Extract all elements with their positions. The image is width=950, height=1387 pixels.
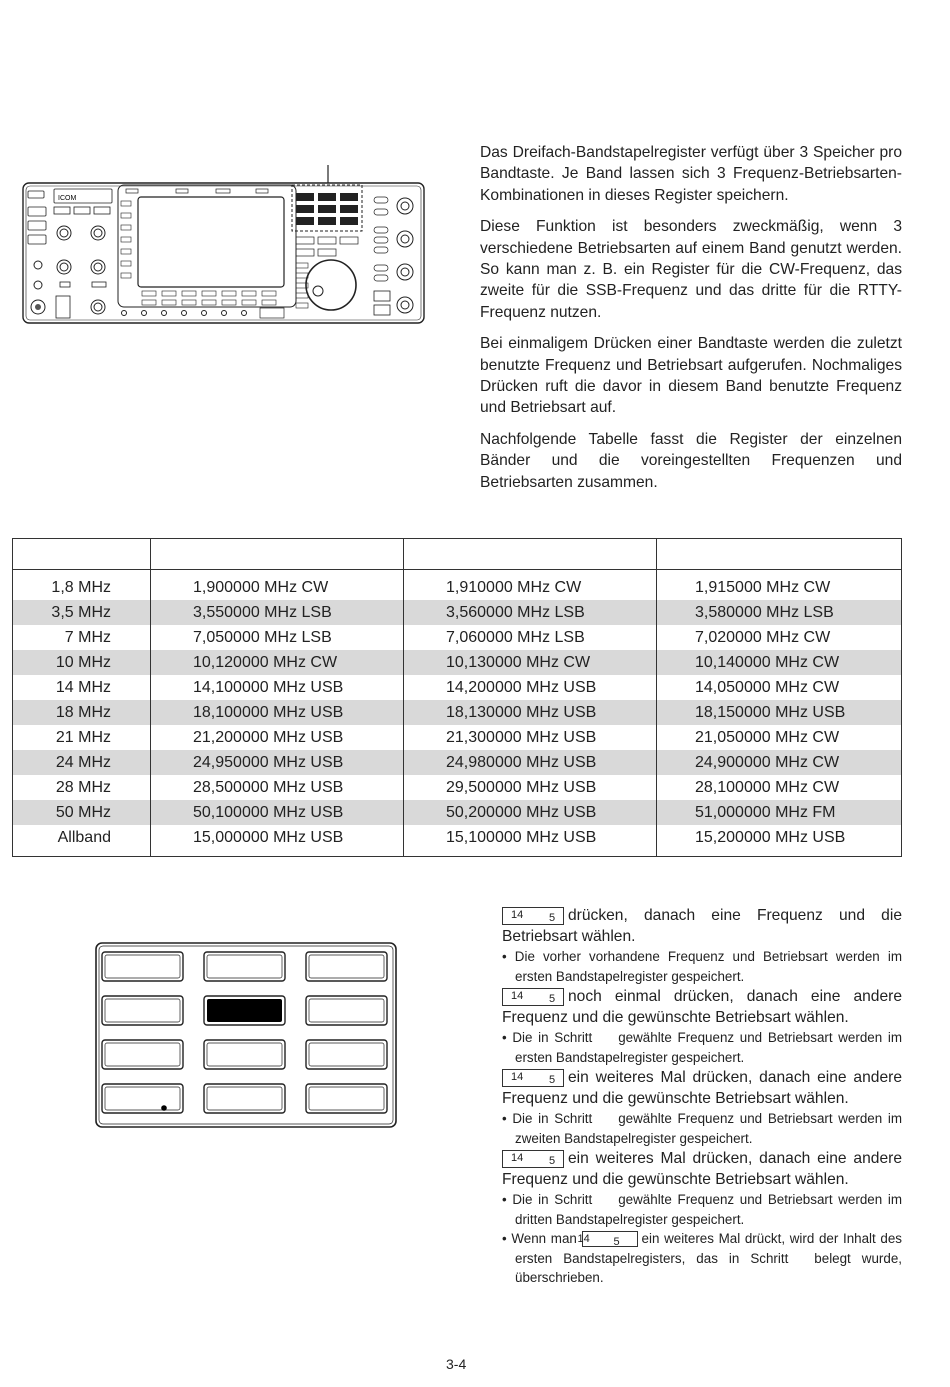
table-cell-f1: 7,050000 MHz LSB [151, 625, 404, 650]
table-header-register-2 [404, 539, 657, 570]
table-cell-f1: 21,200000 MHz USB [151, 725, 404, 750]
table-row [13, 700, 902, 725]
table-cell-f3: 21,050000 MHz CW [657, 725, 902, 750]
table-row [13, 800, 902, 825]
table-row [13, 775, 902, 800]
table-row [13, 675, 902, 700]
table-cell-band: 24 MHz [13, 750, 151, 775]
table-cell-f3: 14,050000 MHz CW [657, 675, 902, 700]
table-cell-f2: 3,560000 MHz LSB [404, 600, 657, 625]
table-row [13, 725, 902, 750]
table-cell-f3: 3,580000 MHz LSB [657, 600, 902, 625]
table-cell-f2: 1,910000 MHz CW [404, 570, 657, 601]
intro-paragraph-2: Diese Funktion ist besonders zweckmäßig, wenn 3 verschiedene Betriebsarten auf einem Band genutzt werden. So kann man z. B. ein Register für die CW-Frequenz, das zweite für die SSB-Frequenz und das dritte für die RTTY-Frequenz nutzen. [480, 218, 902, 321]
table-cell-f3: 24,900000 MHz CW [657, 750, 902, 775]
table-cell-band: 10 MHz [13, 650, 151, 675]
table-cell-f1: 10,120000 MHz CW [151, 650, 404, 675]
table-cell-f2: 21,300000 MHz USB [404, 725, 657, 750]
radio-brand-logo: ICOM [58, 195, 77, 202]
page-number: 3-4 [446, 1356, 467, 1372]
table-cell-f3: 51,000000 MHz FM [657, 800, 902, 825]
step-4-note: • Die in Schritt gewählte Frequenz und Betriebsart werden im dritten Bandstapelregister gespeichert. [502, 1192, 902, 1227]
step-1 [502, 905, 902, 947]
table-cell-f2: 14,200000 MHz USB [404, 675, 657, 700]
band-key-14-icon: 14 5 [502, 1069, 564, 1087]
band-key-14-icon: 14 5 [502, 1150, 564, 1168]
step-4 [502, 1148, 902, 1190]
table-cell-f1: 24,950000 MHz USB [151, 750, 404, 775]
table-cell-f3: 18,150000 MHz USB [657, 700, 902, 725]
table-cell-f3: 28,100000 MHz CW [657, 775, 902, 800]
table-body [13, 570, 902, 857]
step-4-text: ein weiteres Mal drücken, danach eine andere Frequenz und die gewünschte Betriebsart wählen. [502, 1150, 902, 1188]
table-cell-band: 3,5 MHz [13, 600, 151, 625]
table-cell-f1: 3,550000 MHz LSB [151, 600, 404, 625]
table-cell-f1: 15,000000 MHz USB [151, 825, 404, 857]
table-cell-f2: 10,130000 MHz CW [404, 650, 657, 675]
table-row [13, 825, 902, 857]
table-header-register-1 [151, 539, 404, 570]
table-header-row [13, 539, 902, 570]
table-cell-band: 7 MHz [13, 625, 151, 650]
table-cell-f2: 7,060000 MHz LSB [404, 625, 657, 650]
table-cell-f1: 50,100000 MHz USB [151, 800, 404, 825]
table-cell-f2: 24,980000 MHz USB [404, 750, 657, 775]
table-cell-band: 50 MHz [13, 800, 151, 825]
step-2-note: • Die in Schritt gewählte Frequenz und Betriebsart werden im ersten Bandstapelregister gespeichert. [502, 1030, 902, 1065]
table-cell-band: 14 MHz [13, 675, 151, 700]
table-row [13, 600, 902, 625]
table-cell-band: 21 MHz [13, 725, 151, 750]
step-1-text: drücken, danach eine Frequenz und die Betriebsart wählen. [502, 907, 902, 945]
band-stacking-register-table [12, 538, 902, 857]
table-cell-f1: 14,100000 MHz USB [151, 675, 404, 700]
table-row [13, 625, 902, 650]
step-3 [502, 1067, 902, 1109]
table-cell-f3: 7,020000 MHz CW [657, 625, 902, 650]
table-cell-band: Allband [13, 825, 151, 857]
band-key-14-highlighted [204, 996, 285, 1025]
step-1-note: • Die vorher vorhandene Frequenz und Betriebsart werden im ersten Bandstapelregister gespeichert. [502, 949, 902, 984]
instruction-steps [502, 905, 902, 1288]
intro-paragraph-3: Bei einmaligem Drücken einer Bandtaste werden die zuletzt benutzte Frequenz und Betriebsart aufgerufen. Nochmaliges Drücken ruft die davor in diesem Band benutzte Frequenz und Betriebsart auf. [480, 335, 902, 417]
table-cell-band: 28 MHz [13, 775, 151, 800]
table-cell-f2: 50,200000 MHz USB [404, 800, 657, 825]
table-header-band [13, 539, 151, 570]
table-cell-f1: 1,900000 MHz CW [151, 570, 404, 601]
intro-paragraph-1: Das Dreifach-Bandstapelregister verfügt über 3 Speicher pro Bandtaste. Je Band lassen sich 3 Frequenz-Betriebsarten-Kombinationen in dieses Register speichern. [480, 144, 902, 204]
band-key-14-icon: 14 5 [502, 907, 564, 925]
table-header-register-3 [657, 539, 902, 570]
step-2 [502, 986, 902, 1028]
step-3-text: ein weiteres Mal drücken, danach eine andere Frequenz und die gewünschte Betriebsart wählen. [502, 1069, 902, 1107]
band-key-14-icon: 14 5 [502, 988, 564, 1006]
intro-text [480, 142, 902, 503]
step-2-text: noch einmal drücken, danach eine andere Frequenz und die gewünschte Betriebsart wählen. [502, 988, 902, 1026]
overwrite-note: • Wenn man 14 5 ein weiteres Mal drückt, wird der Inhalt des ersten Bandstapelregisters, das in Schritt belegt wurde, überschrieben. [502, 1231, 902, 1285]
table-cell-f3: 1,915000 MHz CW [657, 570, 902, 601]
band-key-14-icon: 14 5 [582, 1231, 638, 1247]
table-cell-f2: 18,130000 MHz USB [404, 700, 657, 725]
table-cell-f3: 10,140000 MHz CW [657, 650, 902, 675]
transceiver-front-panel-illustration [22, 165, 426, 325]
step-3-note: • Die in Schritt gewählte Frequenz und Betriebsart werden im zweiten Bandstapelregister gespeichert. [502, 1111, 902, 1146]
table-cell-f3: 15,200000 MHz USB [657, 825, 902, 857]
table-cell-f1: 28,500000 MHz USB [151, 775, 404, 800]
intro-paragraph-4: Nachfolgende Tabelle fasst die Register der einzelnen Bänder und die voreingestellten Frequenzen und Betriebsarten zusammen. [480, 430, 902, 491]
band-keypad-illustration [95, 942, 397, 1128]
table-cell-f2: 29,500000 MHz USB [404, 775, 657, 800]
table-cell-band: 1,8 MHz [13, 570, 151, 601]
table-row [13, 750, 902, 775]
table-cell-f1: 18,100000 MHz USB [151, 700, 404, 725]
table-row [13, 570, 902, 601]
table-cell-band: 18 MHz [13, 700, 151, 725]
table-cell-f2: 15,100000 MHz USB [404, 825, 657, 857]
table-row [13, 650, 902, 675]
